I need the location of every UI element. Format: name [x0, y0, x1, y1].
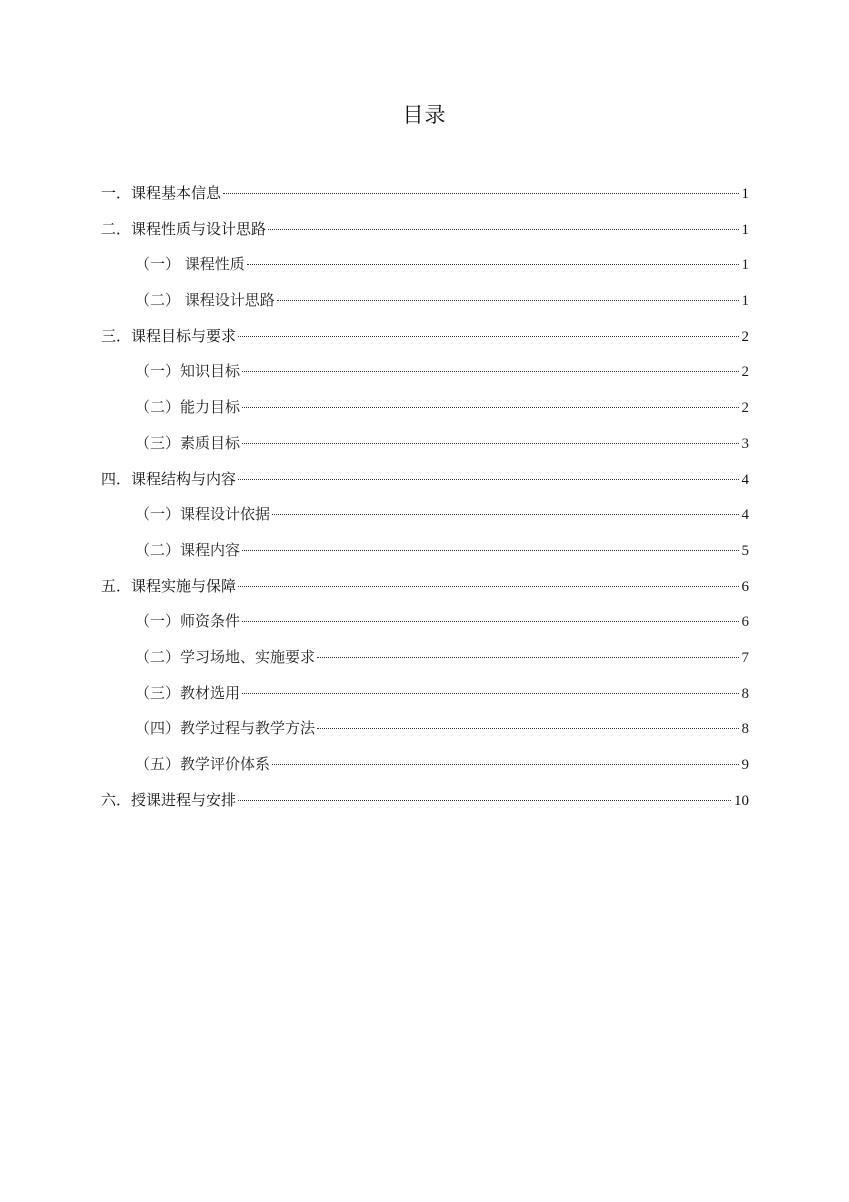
toc-entry[interactable]: [101, 247, 749, 283]
toc-entry[interactable]: [101, 176, 749, 212]
dot-leader: [223, 193, 738, 194]
toc-entry[interactable]: [101, 462, 749, 498]
toc-entry-page-number: 8: [741, 685, 749, 702]
toc-entry-page-number: 2: [741, 328, 749, 345]
toc-entry-label: 二．课程性质与设计思路: [101, 219, 267, 238]
toc-entry[interactable]: [101, 390, 749, 426]
toc-entry-page-number: 10: [734, 792, 749, 809]
toc-entry-page-number: 1: [741, 186, 749, 202]
toc-entry-page-number: 8: [741, 721, 749, 738]
toc-entry[interactable]: [101, 604, 749, 640]
toc-entry-label: 三．课程目标与要求: [101, 326, 237, 345]
toc-entry-label: （四）教学过程与教学方法: [135, 719, 316, 738]
dot-leader: [268, 229, 738, 230]
toc-entry[interactable]: [101, 676, 749, 712]
toc-entry-page-number: 9: [741, 757, 749, 773]
dot-leader: [277, 300, 739, 301]
dot-leader: [238, 586, 738, 587]
toc-entry[interactable]: [101, 212, 749, 248]
toc-entry-label: 六．授课进程与安排: [101, 790, 237, 809]
toc-entry-page-number: 1: [741, 221, 749, 238]
toc-entry-page-number: 5: [741, 542, 749, 559]
dot-leader: [272, 764, 738, 765]
toc-entry-page-number: 6: [741, 578, 749, 595]
toc-entry-label: （一）师资条件: [135, 612, 241, 631]
toc-entry-page-number: 2: [741, 400, 749, 417]
toc-entry[interactable]: [101, 747, 749, 783]
toc-entry-label: 一．课程基本信息: [101, 184, 222, 202]
toc-entry[interactable]: [101, 783, 749, 819]
dot-leader: [242, 443, 738, 444]
dot-leader: [242, 371, 738, 372]
dot-leader: [317, 657, 738, 658]
toc-entry-label: （一）知识目标: [135, 362, 241, 381]
toc-entry-label: （二） 课程设计思路: [135, 291, 275, 310]
toc-entry-page-number: 1: [741, 257, 749, 274]
table-of-contents: [101, 176, 749, 818]
toc-entry[interactable]: [101, 426, 749, 462]
toc-title: 目录: [402, 103, 447, 127]
toc-entry-label: （五）教学评价体系: [135, 755, 271, 773]
toc-entry-page-number: 2: [741, 364, 749, 381]
toc-entry-label: 五．课程实施与保障: [101, 576, 237, 595]
toc-entry-label: （二）能力目标: [135, 398, 241, 417]
dot-leader: [242, 693, 738, 694]
toc-entry-page-number: 3: [741, 435, 749, 452]
toc-entry-page-number: 6: [741, 614, 749, 631]
toc-entry-label: （一） 课程性质: [135, 255, 245, 274]
toc-entry-label: （三）素质目标: [135, 433, 241, 452]
toc-entry[interactable]: [101, 319, 749, 355]
dot-leader: [242, 550, 738, 551]
dot-leader: [238, 800, 731, 801]
dot-leader: [247, 264, 739, 265]
toc-entry-page-number: 1: [741, 293, 749, 310]
toc-entry[interactable]: [101, 569, 749, 605]
dot-leader: [317, 728, 738, 729]
dot-leader: [242, 407, 738, 408]
toc-entry-page-number: 4: [741, 507, 749, 524]
dot-leader: [242, 621, 738, 622]
toc-entry-label: （二）学习场地、实施要求: [135, 647, 316, 666]
dot-leader: [238, 336, 738, 337]
toc-entry-page-number: 4: [741, 471, 749, 488]
toc-entry[interactable]: [101, 283, 749, 319]
toc-entry-page-number: 7: [741, 649, 749, 666]
toc-entry[interactable]: [101, 354, 749, 390]
toc-entry[interactable]: [101, 497, 749, 533]
dot-leader: [238, 479, 738, 480]
toc-entry-label: 四．课程结构与内容: [101, 469, 237, 488]
toc-entry[interactable]: [101, 640, 749, 676]
toc-entry[interactable]: [101, 533, 749, 569]
dot-leader: [272, 514, 738, 515]
toc-entry-label: （二）课程内容: [135, 540, 241, 559]
toc-entry[interactable]: [101, 711, 749, 747]
toc-entry-label: （一）课程设计依据: [135, 505, 271, 524]
toc-entry-label: （三）教材选用: [135, 683, 241, 702]
